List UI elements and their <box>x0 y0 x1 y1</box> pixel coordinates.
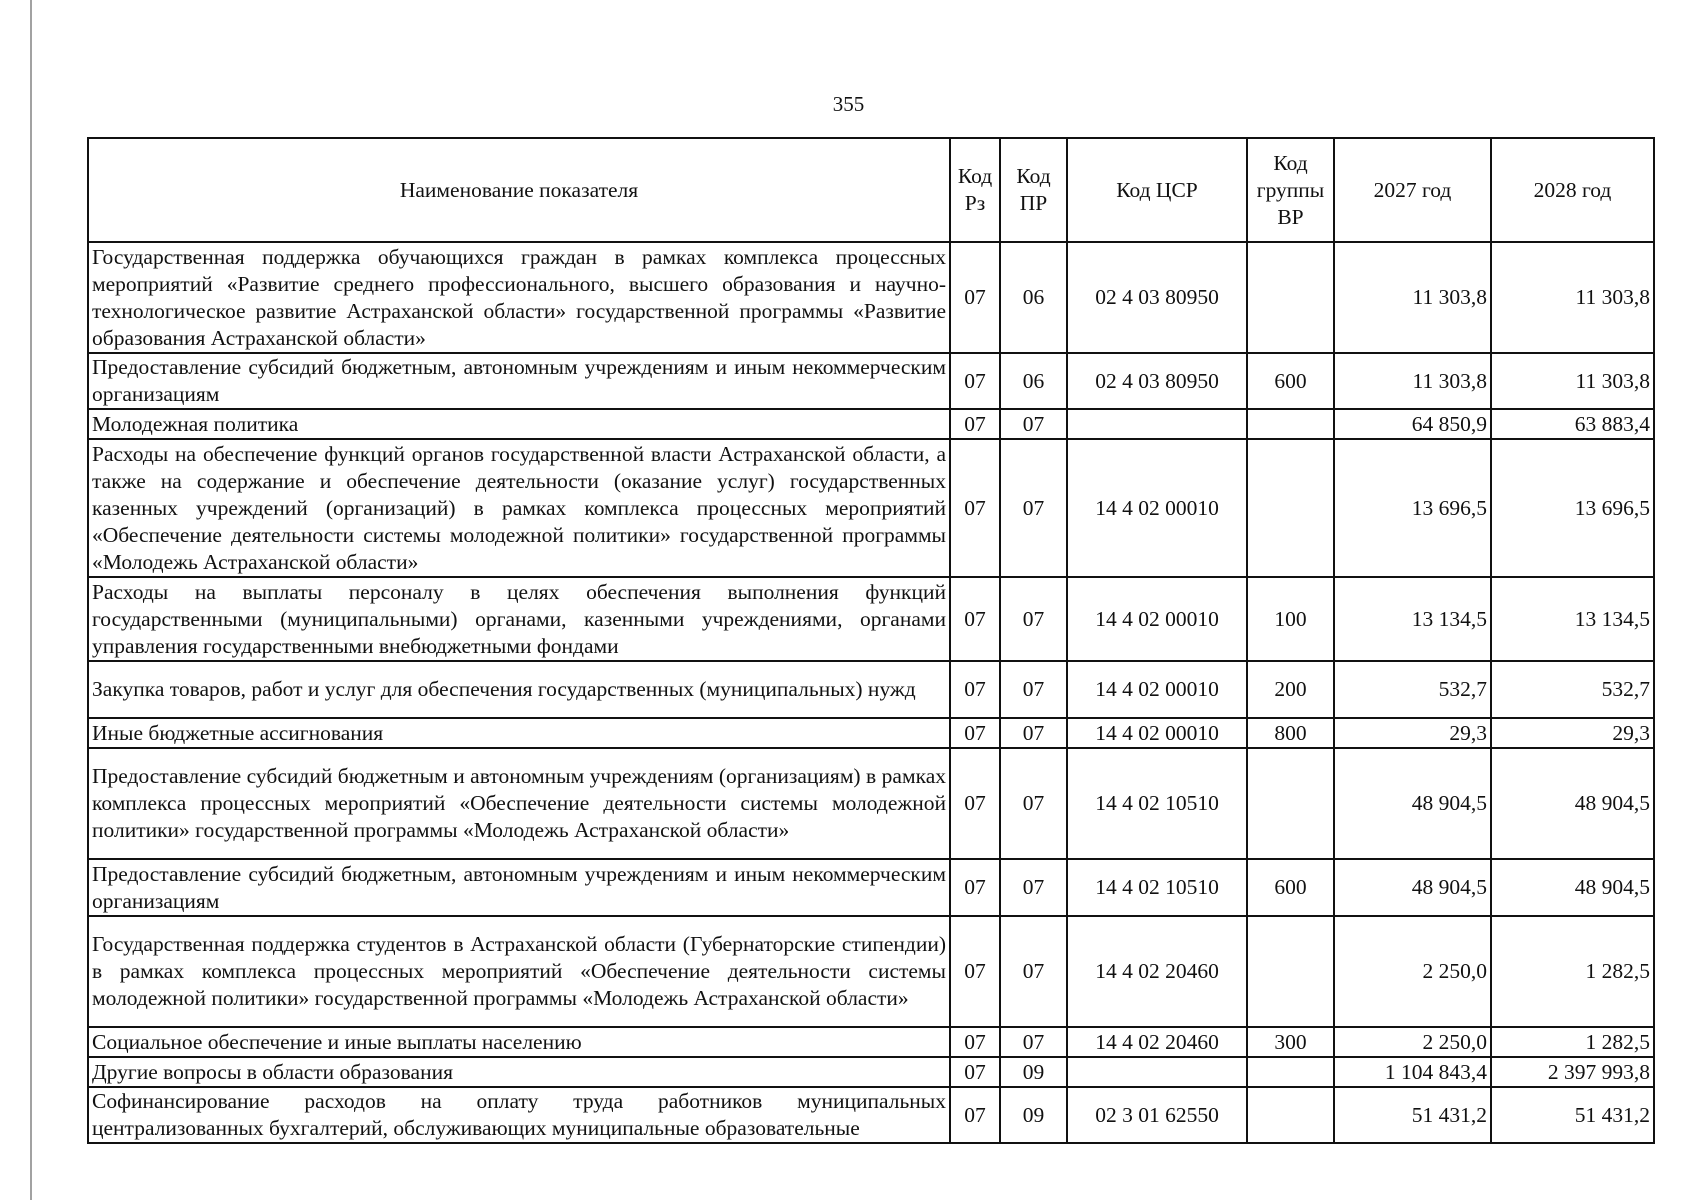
row-2027: 2 250,0 <box>1334 1027 1491 1057</box>
row-2028: 48 904,5 <box>1491 859 1654 916</box>
row-csr: 02 4 03 80950 <box>1067 353 1247 409</box>
scan-page-edge <box>30 0 32 1200</box>
row-name: Предоставление субсидий бюджетным и автономным учреждениям (организациям) в рамках комплекса процессных мероприятий «Обеспечение деятельности системы молодежной политики» государственной программы «Молодежь Астраханской области» <box>88 748 950 859</box>
row-2027: 29,3 <box>1334 718 1491 748</box>
row-vr <box>1247 439 1334 577</box>
row-pr: 07 <box>1000 718 1067 748</box>
row-rz: 07 <box>950 1057 1000 1087</box>
row-2028: 1 282,5 <box>1491 916 1654 1027</box>
row-vr: 800 <box>1247 718 1334 748</box>
table-row <box>88 916 1654 1027</box>
row-rz: 07 <box>950 748 1000 859</box>
row-2028: 29,3 <box>1491 718 1654 748</box>
table-row <box>88 1057 1654 1087</box>
budget-table <box>87 137 1655 1144</box>
row-vr: 100 <box>1247 577 1334 661</box>
row-rz: 07 <box>950 718 1000 748</box>
table-row <box>88 859 1654 916</box>
row-2027: 64 850,9 <box>1334 409 1491 439</box>
row-2028: 48 904,5 <box>1491 748 1654 859</box>
row-pr: 07 <box>1000 439 1067 577</box>
row-rz: 07 <box>950 242 1000 353</box>
table-row <box>88 748 1654 859</box>
row-name: Государственная поддержка обучающихся граждан в рамках комплекса процессных мероприятий «Развитие среднего профессионального, высшего образования и научно-технологическое развитие Астраханской области» государственной программы «Развитие образования Астраханской области» <box>88 242 950 353</box>
row-vr <box>1247 916 1334 1027</box>
row-pr: 07 <box>1000 1027 1067 1057</box>
row-csr: 14 4 02 10510 <box>1067 748 1247 859</box>
row-vr: 300 <box>1247 1027 1334 1057</box>
row-rz: 07 <box>950 1087 1000 1143</box>
row-csr: 02 4 03 80950 <box>1067 242 1247 353</box>
row-name: Предоставление субсидий бюджетным, автономным учреждениям и иным некоммерческим организациям <box>88 859 950 916</box>
row-csr: 14 4 02 10510 <box>1067 859 1247 916</box>
row-vr <box>1247 1057 1334 1087</box>
row-name: Социальное обеспечение и иные выплаты населению <box>88 1027 950 1057</box>
page-number: 355 <box>832 92 865 116</box>
table-row <box>88 577 1654 661</box>
row-vr: 600 <box>1247 353 1334 409</box>
row-csr: 14 4 02 00010 <box>1067 661 1247 718</box>
row-name: Закупка товаров, работ и услуг для обеспечения государственных (муниципальных) нужд <box>88 661 950 718</box>
header-csr: Код ЦСР <box>1067 138 1247 242</box>
row-2027: 1 104 843,4 <box>1334 1057 1491 1087</box>
row-vr <box>1247 748 1334 859</box>
header-pr: Код ПР <box>1000 138 1067 242</box>
row-csr: 14 4 02 20460 <box>1067 1027 1247 1057</box>
row-2028: 11 303,8 <box>1491 353 1654 409</box>
row-2027: 48 904,5 <box>1334 859 1491 916</box>
row-csr <box>1067 1057 1247 1087</box>
row-name: Расходы на выплаты персоналу в целях обеспечения выполнения функций государственными (муниципальными) органами, казенными учреждениями, органами управления государственными внебюджетными фондами <box>88 577 950 661</box>
row-csr: 14 4 02 00010 <box>1067 439 1247 577</box>
row-pr: 07 <box>1000 577 1067 661</box>
header-2028: 2028 год <box>1491 138 1654 242</box>
row-2028: 51 431,2 <box>1491 1087 1654 1143</box>
row-rz: 07 <box>950 859 1000 916</box>
row-vr <box>1247 242 1334 353</box>
row-2027: 532,7 <box>1334 661 1491 718</box>
row-rz: 07 <box>950 577 1000 661</box>
table-row <box>88 718 1654 748</box>
row-name: Предоставление субсидий бюджетным, автономным учреждениям и иным некоммерческим организациям <box>88 353 950 409</box>
table-row <box>88 1027 1654 1057</box>
row-pr: 09 <box>1000 1057 1067 1087</box>
row-rz: 07 <box>950 661 1000 718</box>
row-name: Иные бюджетные ассигнования <box>88 718 950 748</box>
table-row <box>88 353 1654 409</box>
table-header-row <box>88 138 1654 242</box>
row-csr <box>1067 409 1247 439</box>
row-2027: 48 904,5 <box>1334 748 1491 859</box>
header-name: Наименование показателя <box>88 138 950 242</box>
table-row <box>88 661 1654 718</box>
row-2028: 13 696,5 <box>1491 439 1654 577</box>
row-rz: 07 <box>950 916 1000 1027</box>
row-vr: 600 <box>1247 859 1334 916</box>
row-2027: 13 134,5 <box>1334 577 1491 661</box>
row-name: Другие вопросы в области образования <box>88 1057 950 1087</box>
row-2028: 1 282,5 <box>1491 1027 1654 1057</box>
row-pr: 06 <box>1000 242 1067 353</box>
row-2027: 13 696,5 <box>1334 439 1491 577</box>
table-row <box>88 1087 1654 1143</box>
row-name: Расходы на обеспечение функций органов государственной власти Астраханской области, а также на содержание и обеспечение деятельности (оказание услуг) государственных казенных учреждений (организаций) в рамках комплекса процессных мероприятий «Обеспечение деятельности системы молодежной политики» государственной программы «Молодежь Астраханской области» <box>88 439 950 577</box>
row-vr <box>1247 1087 1334 1143</box>
row-2028: 2 397 993,8 <box>1491 1057 1654 1087</box>
row-2027: 11 303,8 <box>1334 353 1491 409</box>
row-name: Государственная поддержка студентов в Астраханской области (Губернаторские стипендии) в рамках комплекса процессных мероприятий «Обеспечение деятельности системы молодежной политики» государственной программы «Молодежь Астраханской области» <box>88 916 950 1027</box>
row-rz: 07 <box>950 439 1000 577</box>
row-pr: 07 <box>1000 661 1067 718</box>
header-2027: 2027 год <box>1334 138 1491 242</box>
row-pr: 07 <box>1000 409 1067 439</box>
row-vr: 200 <box>1247 661 1334 718</box>
row-rz: 07 <box>950 409 1000 439</box>
header-rz: Код Рз <box>950 138 1000 242</box>
table-row <box>88 409 1654 439</box>
row-name: Молодежная политика <box>88 409 950 439</box>
row-csr: 14 4 02 00010 <box>1067 577 1247 661</box>
row-pr: 07 <box>1000 859 1067 916</box>
row-vr <box>1247 409 1334 439</box>
row-csr: 14 4 02 20460 <box>1067 916 1247 1027</box>
row-pr: 07 <box>1000 916 1067 1027</box>
row-name: Софинансирование расходов на оплату труда работников муниципальных централизованных бухгалтерий, обслуживающих муниципальные образовательные <box>88 1087 950 1143</box>
row-2028: 63 883,4 <box>1491 409 1654 439</box>
table-row <box>88 242 1654 353</box>
row-pr: 09 <box>1000 1087 1067 1143</box>
row-2028: 532,7 <box>1491 661 1654 718</box>
header-vr: Код группы ВР <box>1247 138 1334 242</box>
row-csr: 02 3 01 62550 <box>1067 1087 1247 1143</box>
row-rz: 07 <box>950 1027 1000 1057</box>
row-pr: 07 <box>1000 748 1067 859</box>
row-2027: 11 303,8 <box>1334 242 1491 353</box>
row-2028: 13 134,5 <box>1491 577 1654 661</box>
row-rz: 07 <box>950 353 1000 409</box>
row-csr: 14 4 02 00010 <box>1067 718 1247 748</box>
row-pr: 06 <box>1000 353 1067 409</box>
row-2027: 2 250,0 <box>1334 916 1491 1027</box>
row-2027: 51 431,2 <box>1334 1087 1491 1143</box>
row-2028: 11 303,8 <box>1491 242 1654 353</box>
table-row <box>88 439 1654 577</box>
